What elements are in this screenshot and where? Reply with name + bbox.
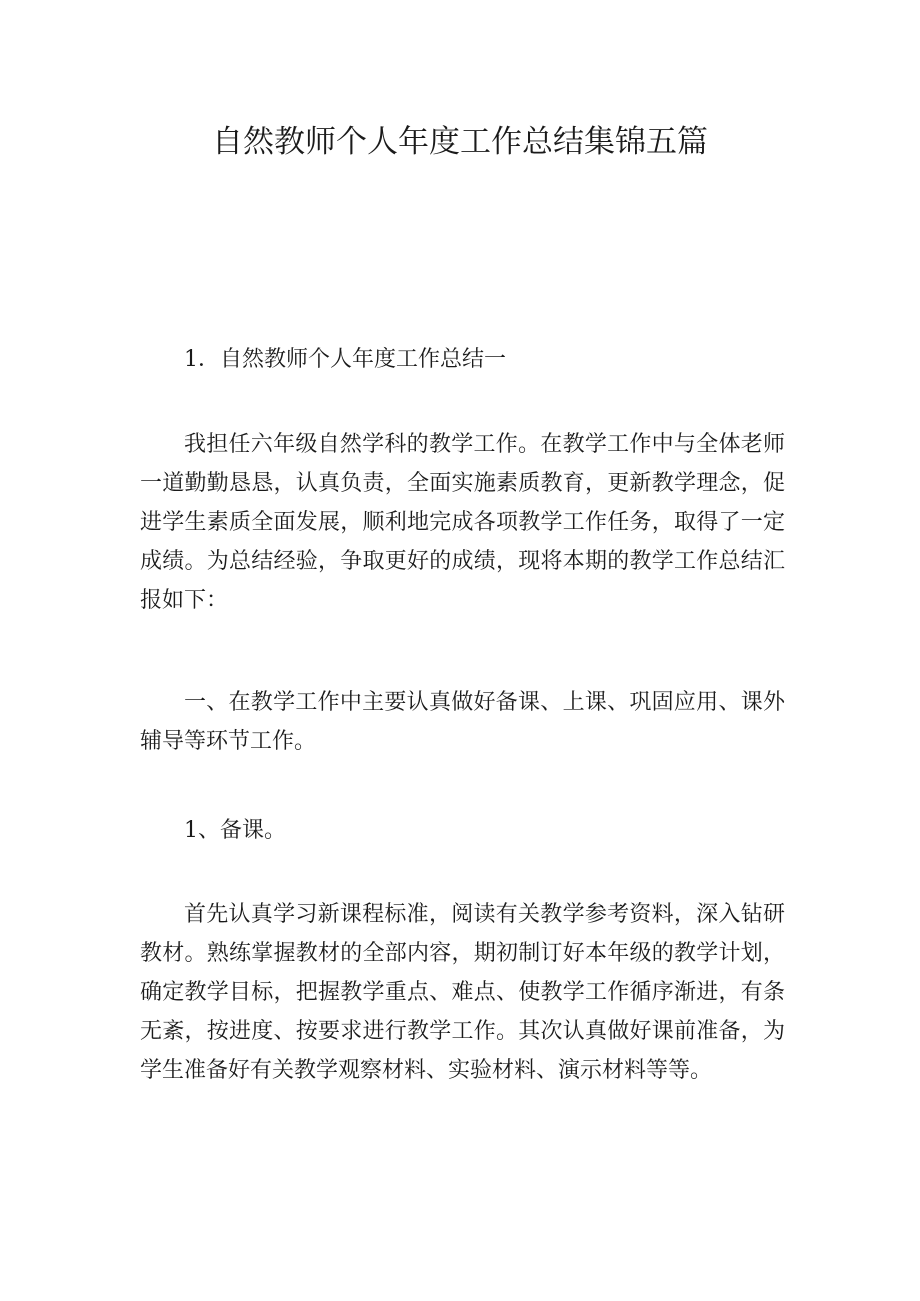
section-heading: 1．自然教师个人年度工作总结一 [184, 347, 506, 372]
preparation-paragraph: 首先认真学习新课程标准，阅读有关教学参考资料，深入钻研教材。熟练掌握教材的全部内容，期初制订好本年级的教学计划，确定教学目标，把握教学重点、难点、使教学工作循序渐进，有条无紊，按进度、按要求进行教学工作。其次认真做好课前准备，为学生准备好有关教学观察材料、实验材料、演示材料等等。 [140, 902, 785, 1083]
intro-paragraph: 我担任六年级自然学科的教学工作。在教学工作中与全体老师一道勤勤恳恳，认真负责，全面实施素质教育，更新教学理念，促进学生素质全面发展，顺利地完成各项教学工作任务，取得了一定成绩。为总结经验，争取更好的成绩，现将本期的教学工作总结汇报如下： [140, 432, 785, 613]
document-title: 自然教师个人年度工作总结集锦五篇 [212, 124, 708, 160]
subsection-heading: 1、备课。 [184, 818, 286, 843]
section-one-paragraph: 一、在教学工作中主要认真做好备课、上课、巩固应用、课外辅导等环节工作。 [140, 690, 785, 754]
